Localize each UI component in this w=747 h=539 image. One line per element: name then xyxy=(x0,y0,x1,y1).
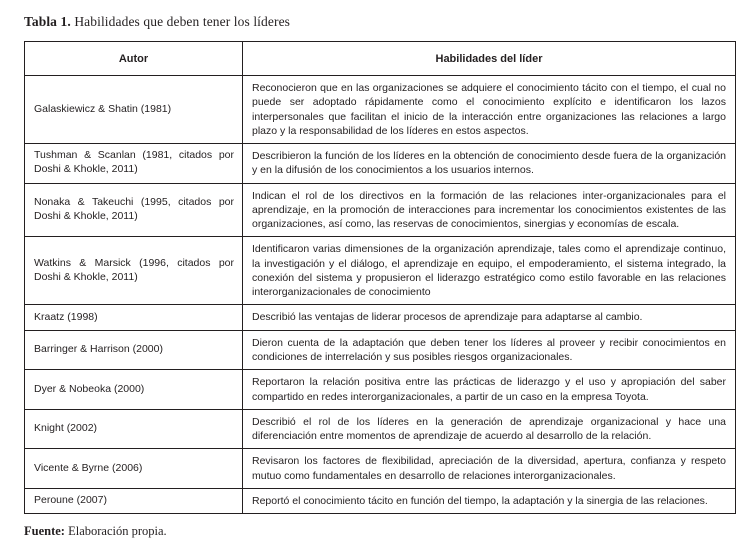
table-row xyxy=(25,488,736,513)
table-caption-label: Tabla 1. xyxy=(24,14,71,29)
cell-skill: Reportaron la relación positiva entre las prácticas de liderazgo y el uso y apropiación del saber compartido en redes interorganizacionales, a partir de un caso en la empresa Toyota. xyxy=(243,370,736,410)
cell-author: Peroune (2007) xyxy=(25,488,243,513)
column-header-author: Autor xyxy=(25,42,243,76)
table-row xyxy=(25,370,736,410)
cell-skill: Indican el rol de los directivos en la formación de las relaciones inter-organizacionales para el aprendizaje, en la promoción de interacciones para incrementar los conocimientos existentes de las organizaciones, así como, las reservas de conocimientos, sinergias y economías de escala. xyxy=(243,183,736,237)
table-source xyxy=(24,524,729,539)
table-body xyxy=(25,76,736,514)
cell-author: Barringer & Harrison (2000) xyxy=(25,330,243,370)
table-row xyxy=(25,409,736,449)
table-source-label: Fuente: xyxy=(24,524,65,539)
table-row xyxy=(25,330,736,370)
cell-skill: Revisaron los factores de flexibilidad, apreciación de la diversidad, apertura, confianza y respeto mutuo como fundamentales en desarrollo de relaciones interorganizacionales. xyxy=(243,449,736,489)
table-caption-text: Habilidades que deben tener los líderes xyxy=(74,14,291,29)
cell-author: Nonaka & Takeuchi (1995, citados por Doshi & Khokle, 2011) xyxy=(25,183,243,237)
leader-skills-table xyxy=(24,41,736,514)
cell-skill: Describieron la función de los líderes en la obtención de conocimiento desde fuera de la organización y en la difusión de los conocimientos a los usuarios internos. xyxy=(243,144,736,184)
table-header-row xyxy=(25,42,736,76)
table-header xyxy=(25,42,736,76)
cell-author: Kraatz (1998) xyxy=(25,305,243,330)
table-row xyxy=(25,183,736,237)
table-row xyxy=(25,144,736,184)
cell-author: Galaskiewicz & Shatin (1981) xyxy=(25,76,243,144)
table-row xyxy=(25,76,736,144)
cell-author: Dyer & Nobeoka (2000) xyxy=(25,370,243,410)
cell-author: Watkins & Marsick (1996, citados por Doshi & Khokle, 2011) xyxy=(25,237,243,305)
table-row xyxy=(25,237,736,305)
table-row xyxy=(25,449,736,489)
cell-skill: Describió el rol de los líderes en la generación de aprendizaje organizacional y hace una diferenciación entre momentos de aprendizaje de acuerdo al desarrollo de la relación. xyxy=(243,409,736,449)
table-source-text: Elaboración propia. xyxy=(68,524,167,539)
cell-author: Tushman & Scanlan (1981, citados por Doshi & Khokle, 2011) xyxy=(25,144,243,184)
cell-author: Knight (2002) xyxy=(25,409,243,449)
cell-skill: Dieron cuenta de la adaptación que deben tener los líderes al proveer y recibir conocimientos en condiciones de interrelación y sus posibles riesgos organizacionales. xyxy=(243,330,736,370)
table-row xyxy=(25,305,736,330)
cell-skill: Describió las ventajas de liderar procesos de aprendizaje para adaptarse al cambio. xyxy=(243,305,736,330)
cell-author: Vicente & Byrne (2006) xyxy=(25,449,243,489)
cell-skill: Reportó el conocimiento tácito en función del tiempo, la adaptación y la sinergia de las relaciones. xyxy=(243,488,736,513)
column-header-skill: Habilidades del líder xyxy=(243,42,736,76)
cell-skill: Identificaron varias dimensiones de la organización aprendizaje, tales como el aprendizaje continuo, la investigación y el diálogo, el aprendizaje en equipo, el empoderamiento, el sistema integrado, la conexión del sistema y propusieron el liderazgo estratégico como estilo favorable en las relaciones interorganizacionales de conocimiento xyxy=(243,237,736,305)
table-caption xyxy=(24,14,729,30)
cell-skill: Reconocieron que en las organizaciones se adquiere el conocimiento tácito con el tiempo, el cual no puede ser adoptado rápidamente como el conocimiento explícito e identificaron los lazos interpersonales que facilitan el inicio de la interacción entre organizaciones las relaciones a largo plazo y la responsabilidad de los líderes en estos aspectos. xyxy=(243,76,736,144)
